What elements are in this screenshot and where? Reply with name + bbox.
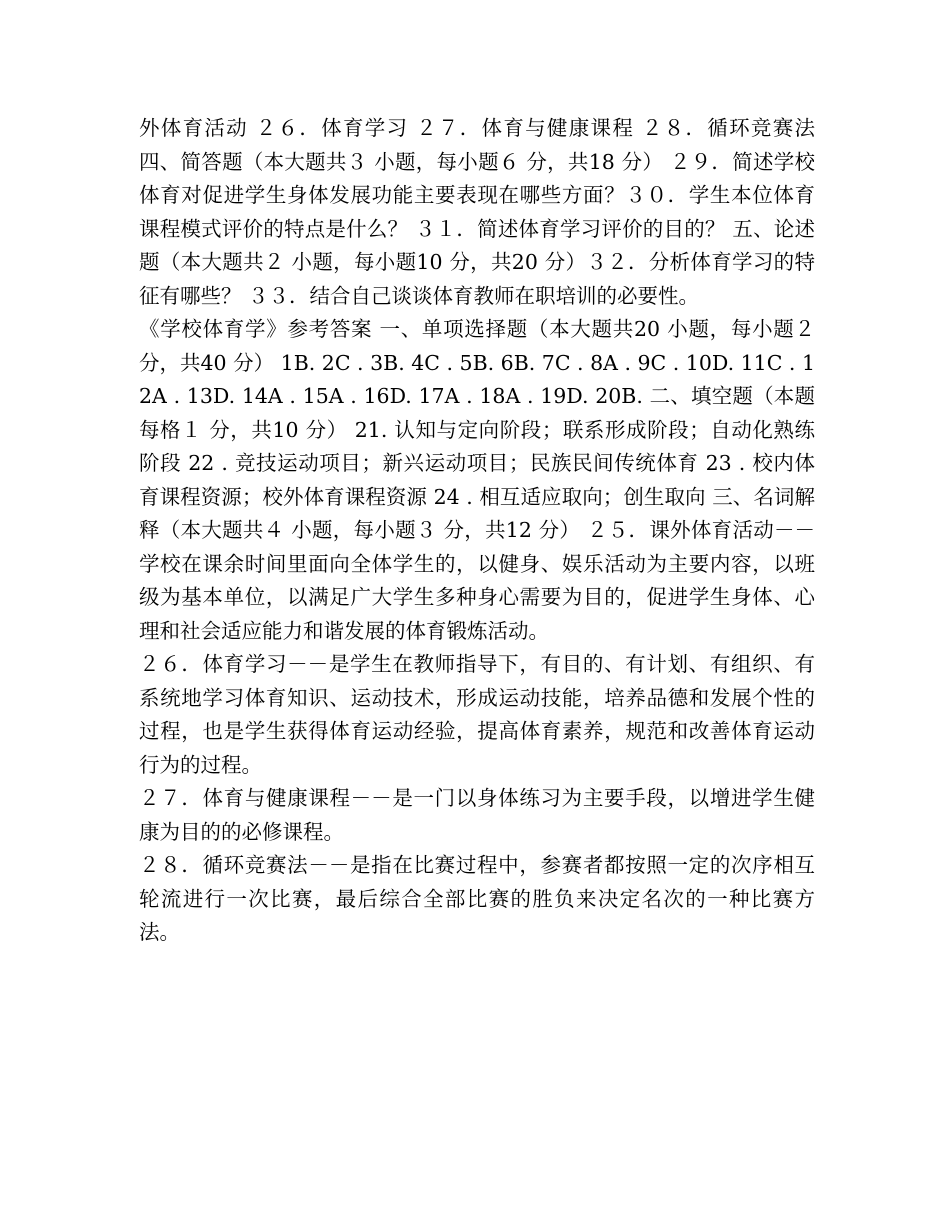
document-page [139, 112, 815, 950]
exam-questions-paragraph: 外体育活动 ２６．体育学习 ２７．体育与健康课程 ２８．循环竞赛法 四、简答题（本大题共３ 小题，每小题６ 分，共18 分） ２９．简述学校体育对促进学生身体发展功能主要表现在哪些方面？３０．学生本位体育课程模式评价的特点是什么？ ３１．简述体育学习评价的目的？ 五、论述题（本大题共２ 小题，每小题10 分，共20 分）３２．分析体育学习的特征有哪些？ ３３．结合自己谈谈体育教师在职培训的必要性。 [139, 116, 815, 308]
answer-key-paragraph: 《学校体育学》参考答案 一、单项选择题（本大题共20 小题，每小题２ 分，共40 分） 1B. 2C . 3B. 4C . 5B. 6B. 7C . 8A . 9C . 10D. 11C . 12A . 13D. 14A . 15A . 16D. 17A . 18A . 19D. 20B. 二、填空题（本题每格１ 分，共10 分） 21. 认知与定向阶段；联系形成阶段；自动化熟练阶段 22 . 竞技运动项目；新兴运动项目；民族民间传统体育 23 . 校内体育课程资源；校外体育课程资源 24 . 相互适应取向；创生取向 三、名词解释（本大题共４ 小题，每小题３ 分，共12 分） ２５．课外体育活动－－学校在课余时间里面向全体学生的，以健身、娱乐活动为主要内容，以班级为基本单位，以满足广大学生多种身心需要为目的，促进学生身体、心理和社会适应能力和谐发展的体育锻炼活动。 [139, 317, 815, 643]
definition-27-paragraph: ２７．体育与健康课程－－是一门以身体练习为主要手段，以增进学生健康为目的的必修课程。 [139, 786, 815, 844]
definition-28-paragraph: ２８．循环竞赛法－－是指在比赛过程中，参赛者都按照一定的次序相互轮流进行一次比赛，最后综合全部比赛的胜负来决定名次的一种比赛方法。 [139, 853, 815, 944]
definition-26-paragraph: ２６．体育学习－－是学生在教师指导下，有目的、有计划、有组织、有系统地学习体育知识、运动技术，形成运动技能，培养品德和发展个性的过程，也是学生获得体育运动经验，提高体育素养，规范和改善体育运动行为的过程。 [139, 652, 815, 777]
